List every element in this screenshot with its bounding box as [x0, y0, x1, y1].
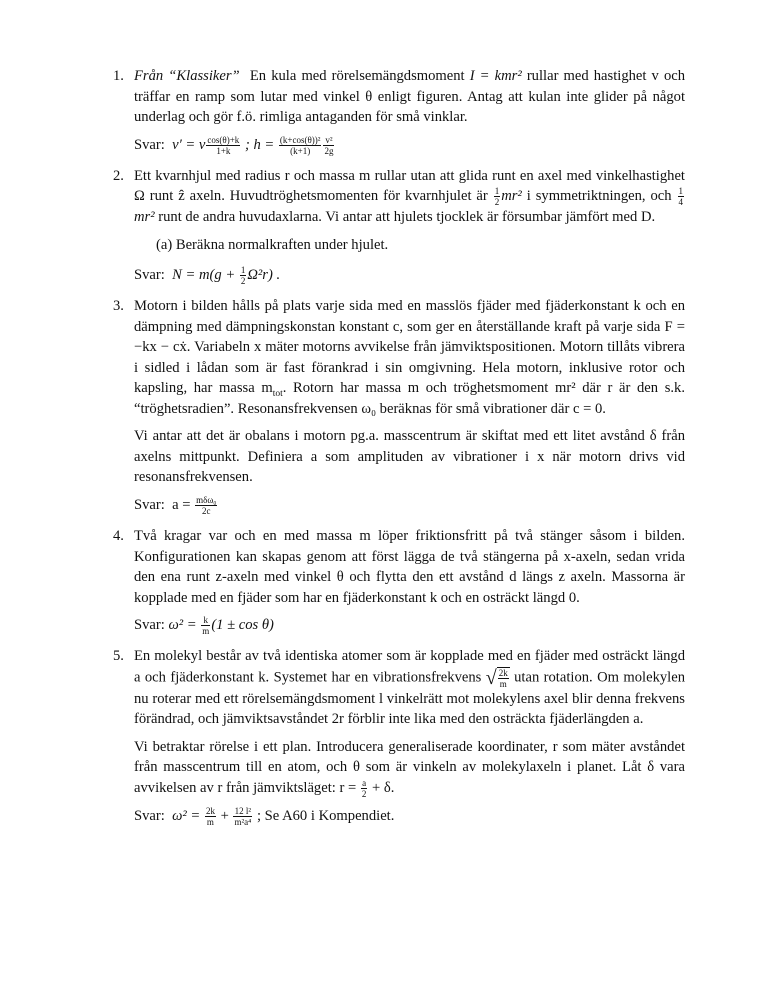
- text-segment: Ett kvarnhjul med radius r och massa m rullar utan att glida runt en axel med vinkelhastighet Ω runt ẑ axeln. Huvudtröghetsmomenten för kvarnhjulet är: [134, 167, 685, 205]
- answer: [134, 135, 685, 156]
- text-segment: Vi betraktar rörelse i ett plan. Introducera generaliserade koordinater, r som mäter avståndet från masscentrum till en atom, och θ som är vinkeln av molekylaxeln i planet. Låt δ vara avvikelsen av r från jämviktsläget: r =: [134, 738, 685, 796]
- fraction: [678, 186, 685, 207]
- math-expression: I = kmr²: [469, 68, 522, 84]
- math-expression: +: [216, 808, 233, 825]
- fraction: [361, 778, 368, 799]
- answer: [134, 495, 685, 516]
- problem-1: [113, 66, 685, 156]
- problem-number: 2.: [113, 167, 124, 184]
- numerator: k: [201, 615, 210, 626]
- answer-label: Svar:: [134, 136, 165, 153]
- text-segment: utan rotation. Om molekylen nu roterar med ett rörelsemängdsmoment l vinkelrätt mot molekylens axel blir denna frekvens förändrad, och jämviktsavståndet 2r förblir inte lika med den osträckta fjäderlängden a.: [134, 669, 685, 728]
- numerator: a: [362, 778, 367, 789]
- math-expression: mr²: [501, 188, 522, 205]
- text-segment: i symmetriktningen, och: [521, 188, 677, 205]
- fraction: [279, 135, 322, 156]
- fraction: [195, 495, 217, 516]
- problem-number: 3.: [113, 298, 124, 315]
- math-expression: N = m(g +: [172, 267, 239, 284]
- answer-label: Svar:: [134, 617, 165, 634]
- fraction: [494, 186, 501, 207]
- text-segment: runt de andra huvudaxlarna. Vi antar att hjulets tjocklek är försumbar jämfört med D.: [154, 209, 656, 226]
- numerator: 1: [678, 186, 683, 197]
- denominator: 2g: [324, 145, 334, 156]
- answer-label: Svar:: [134, 496, 165, 513]
- problem-number: 5.: [113, 648, 124, 665]
- math-expression: ω² =: [168, 617, 201, 634]
- problem-source: Från “Klassiker”: [134, 68, 240, 84]
- subquestion-a: (a) Beräkna normalkraften under hjulet.: [156, 236, 389, 253]
- problem-number: 1.: [113, 68, 124, 84]
- denominator: 2c: [202, 506, 211, 517]
- radicand: [497, 667, 510, 689]
- math-expression: (1 ± cos θ): [211, 617, 274, 634]
- problem-text: Två kragar var och en med massa m löper friktionsfritt på två stänger såsom i bilden. Konfigurationen kan skapas genom att först lägga de två stängerna på x-axeln, sedan vrida den ena runt z-axeln med vinkel θ och flytta den ett avstånd d längs z axeln. Massorna är kopplade med en fjäder som har en fjäderkonstant k och en osträckt längd 0.: [134, 528, 685, 606]
- text-segment: En molekyl består av två identiska atomer som är kopplade med en fjäder med osträckt längd a och fjäderkonstant k. Systemet har en vibrationsfrekvens: [134, 648, 685, 686]
- answer-label: Svar:: [134, 267, 165, 284]
- answer: [134, 615, 685, 636]
- problem-text-2: [134, 737, 685, 799]
- radical-sign: √: [485, 666, 497, 689]
- subscript: tot: [272, 389, 283, 400]
- problem-5: [113, 646, 685, 827]
- problem-list: [113, 66, 685, 837]
- answer: [134, 806, 685, 827]
- fraction: [201, 615, 210, 636]
- problem-4: [113, 526, 685, 636]
- fraction: [206, 135, 240, 156]
- fraction: [240, 265, 247, 286]
- text-segment: . Rotorn har massa m och tröghetsmoment mr² där r är den s.k. “tröghetsradien”. Resonansfrekvensen ω₀ beräknas för små vibrationer där c = 0.: [134, 380, 685, 417]
- denominator: (k+1): [290, 145, 311, 156]
- text-segment: rullar med hastighet v och träffar en ramp som lutar med vinkel θ enligt figuren. Antag att kulan inte glider på något underlag och gör f.ö. rimliga antaganden för små vinklar.: [134, 68, 686, 125]
- denominator: m: [202, 626, 210, 637]
- problem-text: [134, 66, 685, 128]
- math-expression: mr²: [134, 209, 155, 226]
- denominator: 1+k: [216, 145, 231, 156]
- math-expression: a =: [172, 496, 195, 513]
- denominator: 4: [678, 197, 683, 208]
- numerator: 2k: [498, 667, 508, 678]
- denominator: 2: [494, 197, 500, 208]
- text-segment: + δ.: [368, 779, 395, 796]
- numerator: cos(θ)+k: [207, 134, 240, 145]
- answer: [134, 265, 685, 286]
- numerator: 1: [494, 186, 500, 197]
- problem-text: [134, 166, 685, 228]
- denominator: 2: [240, 276, 246, 287]
- problem-text-2: Vi antar att det är obalans i motorn pg.a. masscentrum är skiftat med ett litet avstånd δ från axelns mittpunkt. Definiera a som amplituden av vibrationer i x när motorn drivs vid resonansfrekvensen.: [134, 428, 685, 486]
- text-segment: En kula med rörelsemängdsmoment: [249, 68, 470, 84]
- numerator: (k+cos(θ))²: [279, 134, 321, 145]
- denominator: m²a⁴: [234, 817, 252, 828]
- problem-text: [134, 296, 685, 419]
- numerator: 12 l²: [234, 806, 252, 817]
- fraction: [233, 806, 252, 827]
- numerator: v²: [325, 134, 333, 145]
- numerator: 1: [240, 265, 246, 276]
- denominator: 2: [361, 789, 367, 800]
- fraction: [205, 806, 216, 827]
- problem-2: [113, 166, 685, 287]
- numerator: 2k: [205, 806, 215, 817]
- problem-text: [134, 646, 685, 730]
- numerator: mδω₀: [196, 495, 217, 506]
- problem-3: [113, 296, 685, 516]
- text-segment: Motorn i bilden hålls på plats varje sida med en masslös fjäder med fjäderkonstant k och en dämpning med dämpningskonstan konstant c, som ger en återställande kraft på varje sida F = −kx − cẋ. Variabeln x mäter motorns avvikelse från jämviktspositionen. Motorn tillåts vibrera i sidled i lådan som är fast förankrad i sin omgivning. Hela motorn, inklusive rotor och kapsling, har massa m: [134, 298, 685, 397]
- math-expression: ω² =: [172, 808, 204, 825]
- text-segment: ; Se A60 i Kompendiet.: [253, 808, 395, 825]
- math-expression: Ω²r) .: [247, 267, 281, 284]
- fraction: [323, 135, 334, 156]
- problem-number: 4.: [113, 528, 124, 545]
- square-root: [486, 667, 510, 689]
- math-expression: ; h =: [241, 136, 278, 153]
- fraction: [498, 668, 509, 689]
- denominator: m: [499, 678, 507, 689]
- math-expression: v′ = v: [172, 136, 206, 153]
- answer-label: Svar:: [134, 808, 165, 825]
- denominator: m: [206, 817, 214, 828]
